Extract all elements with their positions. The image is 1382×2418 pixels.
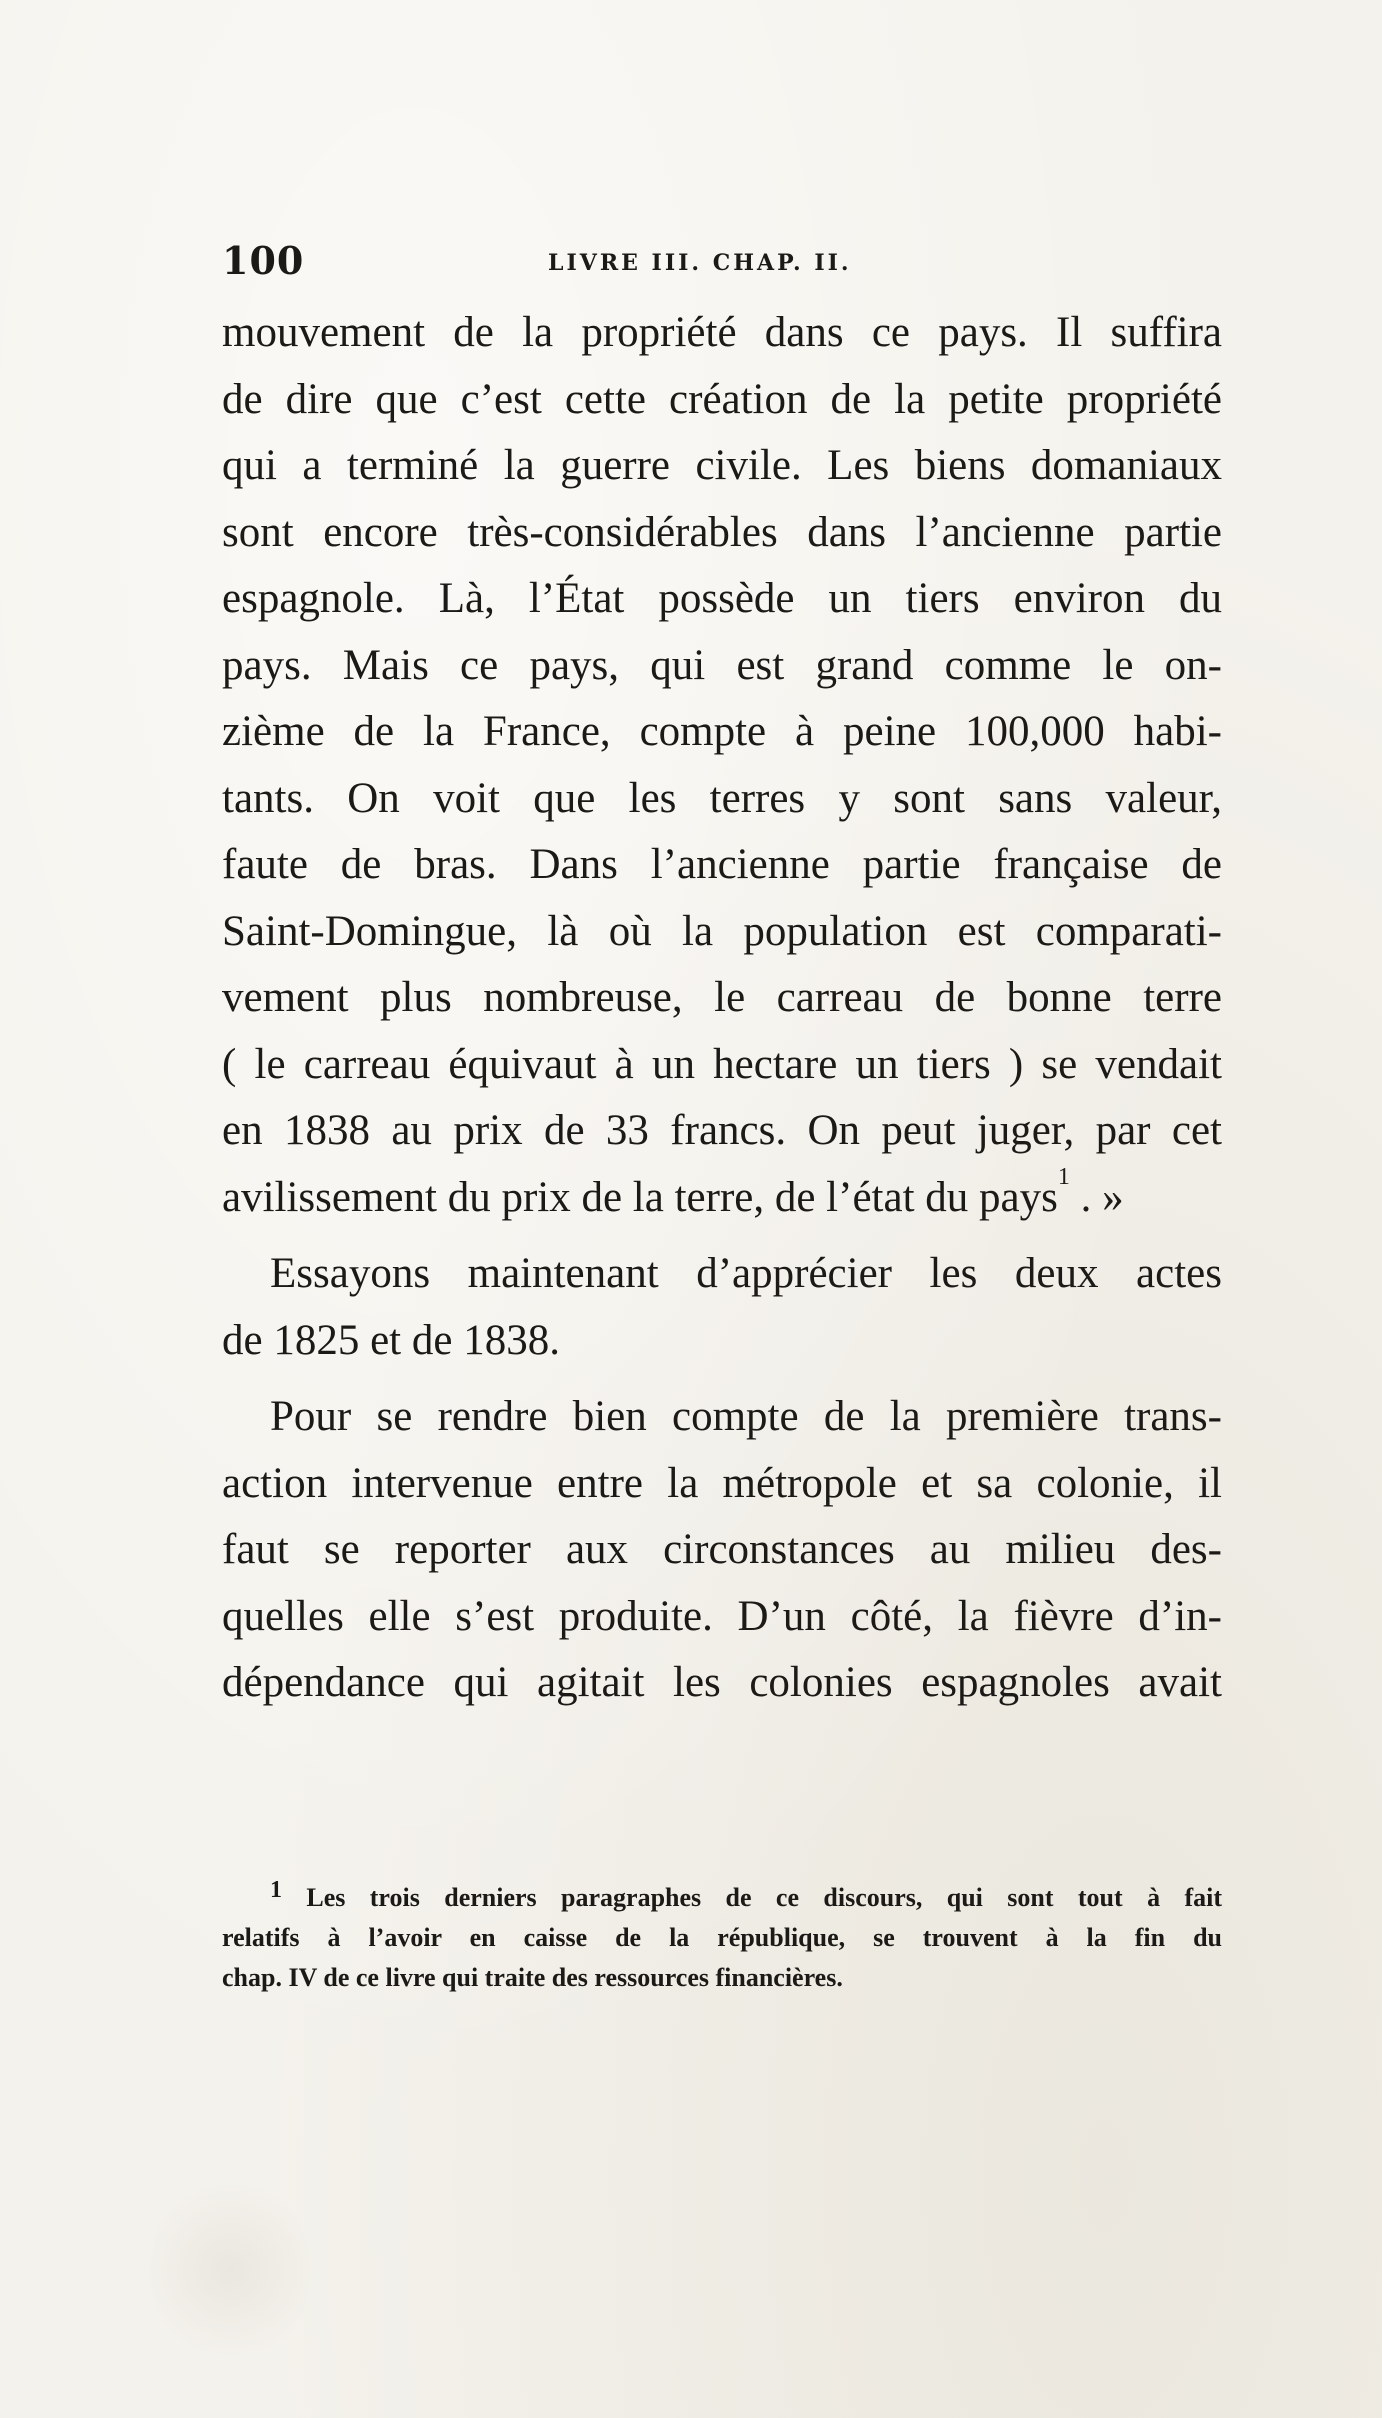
text-line: espagnole. Là, l’État possède un tiers environ du	[222, 575, 1222, 622]
footnote-line	[222, 1878, 1222, 1918]
footnote	[222, 1878, 1222, 1998]
running-head	[222, 238, 1182, 288]
text-line: mouvement de la propriété dans ce pays. Il suffira	[222, 309, 1222, 356]
text-line: vement plus nombreuse, le carreau de bonne terre	[222, 974, 1222, 1021]
footnote-text: Les trois derniers paragraphes de ce discours, qui sont tout à fait	[306, 1883, 1222, 1912]
footnote-marker: 1	[270, 1877, 282, 1903]
text-line: Essayons maintenant d’apprécier les deux actes	[270, 1250, 1222, 1297]
paragraph-gap	[222, 1374, 1222, 1384]
footnote-line: relatifs à l’avoir en caisse de la république, se trouvent à la fin du	[222, 1923, 1222, 1952]
quote-close: . »	[1069, 1173, 1124, 1221]
text-line: sont encore très-considérables dans l’ancienne partie	[222, 508, 1222, 556]
text-line: Pour se rendre bien compte de la première trans-	[270, 1393, 1222, 1440]
text-line: pays. Mais ce pays, qui est grand comme le on-	[222, 641, 1222, 689]
text-line: de dire que c’est cette création de la petite propriété	[222, 375, 1222, 423]
text-line: tants. On voit que les terres y sont sans valeur,	[222, 774, 1222, 822]
text-line: quelles elle s’est produite. D’un côté, la fièvre d’in-	[222, 1592, 1222, 1640]
text-line: faute de bras. Dans l’ancienne partie française de	[222, 841, 1222, 888]
footnote-reference: 1	[1057, 1163, 1070, 1190]
paragraph-gap	[222, 1231, 1222, 1241]
running-title: LIVRE III. CHAP. II.	[548, 250, 852, 276]
text-line: dépendance qui agitait les colonies espagnoles avait	[222, 1659, 1222, 1706]
paper-stain	[150, 2170, 310, 2370]
text-line: en 1838 au prix de 33 francs. On peut juger, par cet	[222, 1107, 1222, 1154]
text-line-with-footnote	[222, 1165, 1222, 1232]
text-line-content: avilissement du prix de la terre, de l’état du pays	[222, 1173, 1058, 1221]
text-line: faut se reporter aux circonstances au milieu des-	[222, 1526, 1222, 1573]
footnote-line: chap. IV de ce livre qui traite des ressources financières.	[222, 1963, 843, 1992]
text-line: Saint-Domingue, là où la population est comparati-	[222, 907, 1222, 955]
page-number: 100	[222, 238, 305, 283]
text-line: action intervenue entre la métropole et sa colonie, il	[222, 1459, 1222, 1507]
text-line: qui a terminé la guerre civile. Les biens domaniaux	[222, 442, 1222, 489]
text-line: ( le carreau équivaut à un hectare un tiers ) se vendait	[222, 1040, 1222, 1088]
body-text	[222, 300, 1222, 1717]
text-line: de 1825 et de 1838.	[222, 1316, 560, 1364]
text-line: zième de la France, compte à peine 100,000 habi-	[222, 708, 1222, 755]
